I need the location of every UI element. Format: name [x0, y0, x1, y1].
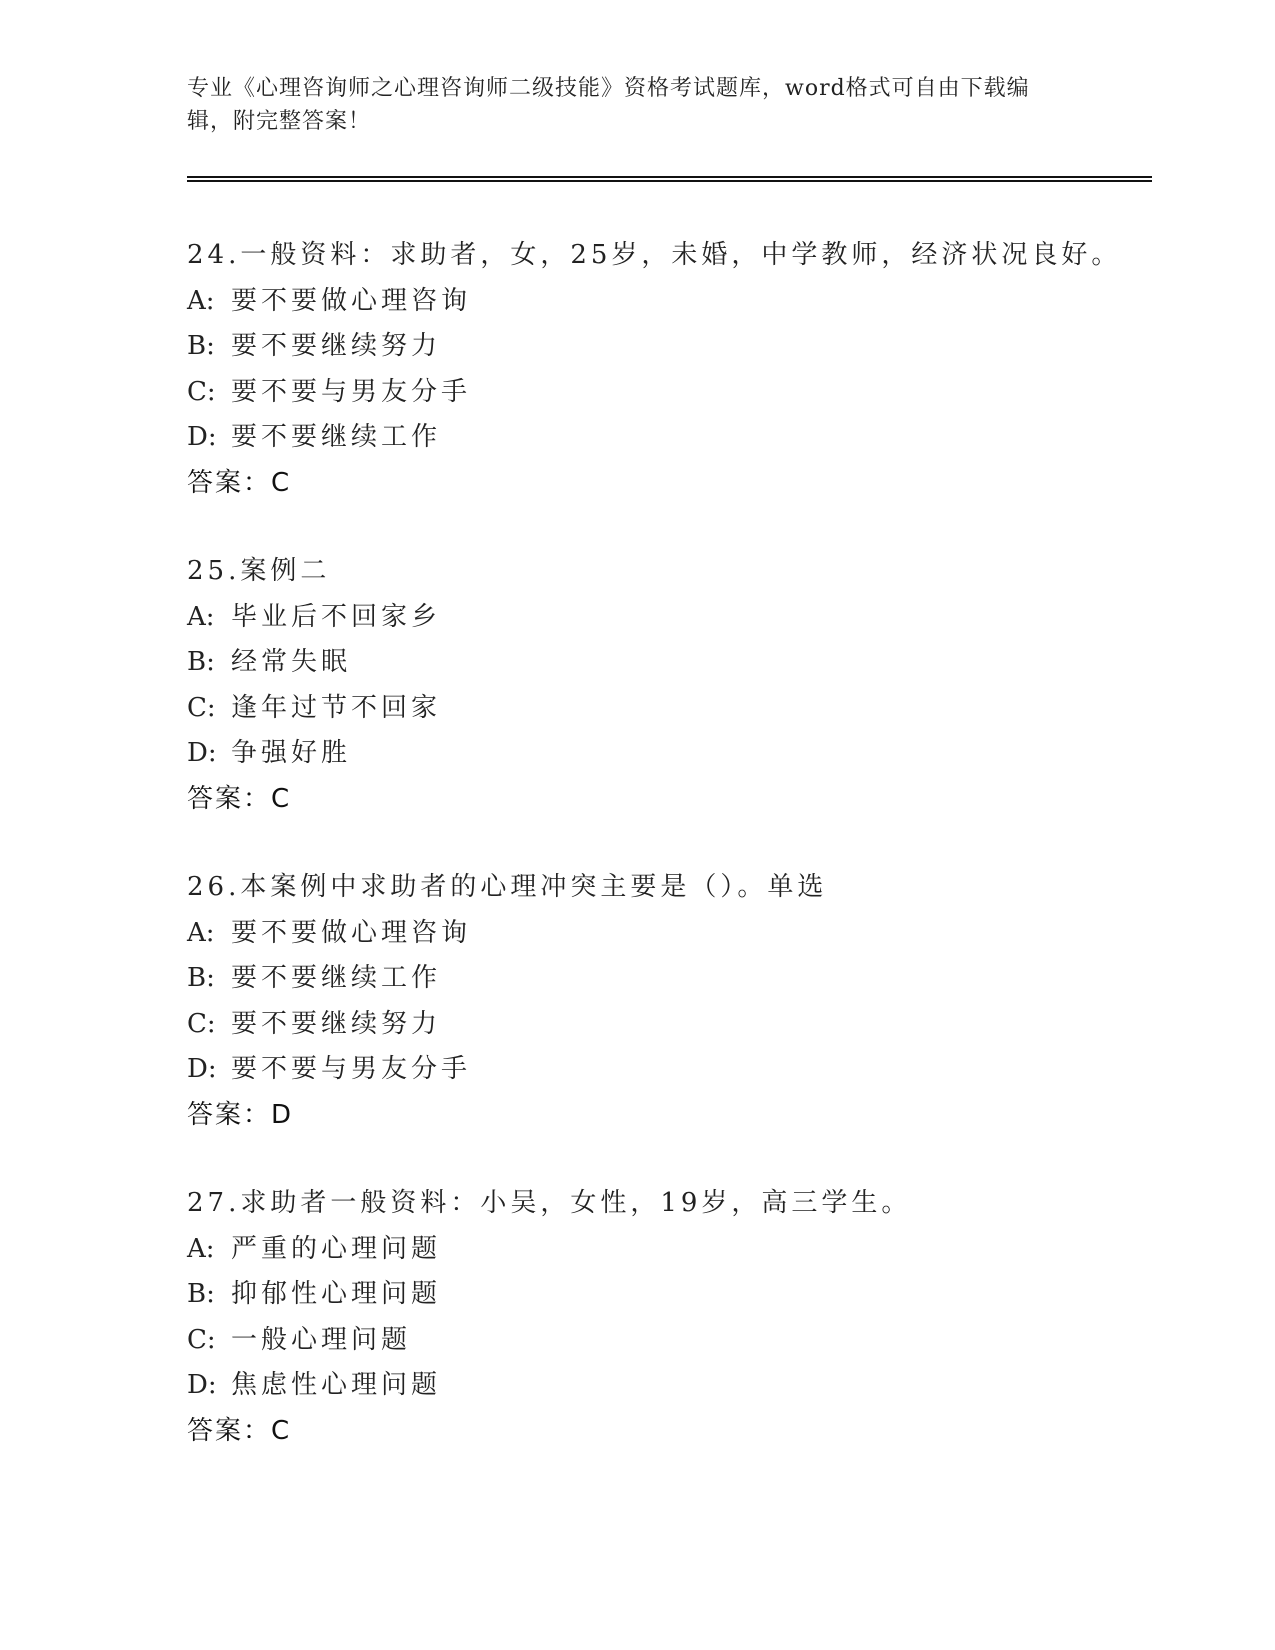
option-key: B:	[187, 647, 215, 677]
document-intro: 专业《心理咨询师之心理咨询师二级技能》资格考试题库，word格式可自由下载编辑，附完整答案！	[187, 76, 1030, 134]
question-stem: 26.本案例中求助者的心理冲突主要是（）。单选	[187, 872, 828, 902]
answer-line: 答案：C	[187, 1415, 292, 1446]
option-key: C:	[187, 692, 216, 723]
option-key: B:	[187, 963, 215, 993]
option-c	[187, 370, 1147, 416]
option-a	[187, 595, 1147, 641]
option-text: 一般心理问题	[231, 1324, 412, 1355]
option-text: 要不要继续努力	[231, 1008, 442, 1039]
option-key: D:	[187, 422, 217, 452]
option-key: B:	[187, 331, 215, 361]
option-key: A:	[187, 601, 215, 632]
option-c	[187, 1318, 1147, 1364]
option-text: 经常失眠	[231, 647, 352, 677]
option-key: D:	[187, 1054, 217, 1084]
option-key: B:	[187, 1279, 215, 1309]
option-b	[187, 640, 1147, 686]
question-stem: 24.一般资料：求助者，女，25岁，未婚，中学教师，经济状况良好。	[187, 240, 1122, 270]
answer-line: 答案：C	[187, 467, 292, 498]
option-a	[187, 1227, 1147, 1273]
answer-line: 答案：D	[187, 1099, 294, 1130]
option-text: 要不要做心理咨询	[231, 285, 472, 316]
option-d	[187, 415, 1147, 461]
option-text: 要不要继续工作	[231, 422, 442, 452]
option-text: 争强好胜	[231, 738, 352, 768]
question-item	[187, 233, 1147, 506]
option-key: A:	[187, 917, 215, 948]
option-b	[187, 324, 1147, 370]
option-key: C:	[187, 376, 216, 407]
option-key: A:	[187, 1233, 215, 1264]
answer-line: 答案：C	[187, 783, 292, 814]
option-text: 焦虑性心理问题	[231, 1370, 442, 1400]
header-divider	[187, 176, 1152, 182]
option-d	[187, 731, 1147, 777]
question-item	[187, 1181, 1147, 1454]
option-a	[187, 279, 1147, 325]
option-text: 要不要继续工作	[231, 963, 442, 993]
option-c	[187, 1002, 1147, 1048]
option-key: C:	[187, 1008, 216, 1039]
option-b	[187, 956, 1147, 1002]
option-a	[187, 911, 1147, 957]
question-item	[187, 549, 1147, 822]
option-d	[187, 1047, 1147, 1093]
option-text: 要不要与男友分手	[231, 376, 472, 407]
option-text: 严重的心理问题	[231, 1233, 442, 1264]
option-d	[187, 1363, 1147, 1409]
question-stem: 27.求助者一般资料：小吴，女性，19岁，高三学生。	[187, 1188, 912, 1218]
option-text: 要不要继续努力	[231, 331, 442, 361]
option-key: C:	[187, 1324, 216, 1355]
option-key: D:	[187, 1370, 217, 1400]
option-text: 要不要与男友分手	[231, 1054, 472, 1084]
option-key: A:	[187, 285, 215, 316]
option-b	[187, 1272, 1147, 1318]
question-item	[187, 865, 1147, 1138]
option-key: D:	[187, 738, 217, 768]
option-text: 毕业后不回家乡	[231, 601, 442, 632]
question-list	[187, 233, 1147, 1497]
option-text: 要不要做心理咨询	[231, 917, 472, 948]
option-c	[187, 686, 1147, 732]
question-stem: 25.案例二	[187, 556, 331, 586]
option-text: 抑郁性心理问题	[231, 1279, 442, 1309]
option-text: 逢年过节不回家	[231, 692, 442, 723]
